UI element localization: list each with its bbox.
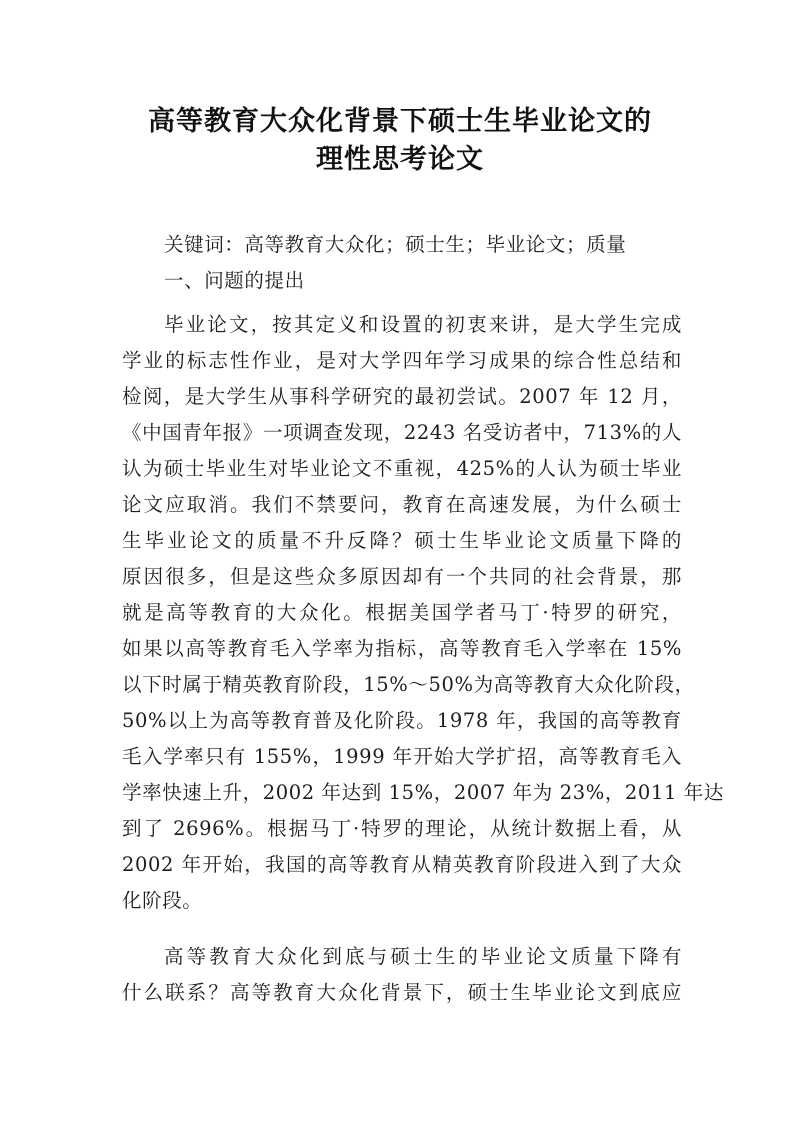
- paragraph-1-line: 以下时属于精英教育阶段，15%～50%为高等教育大众化阶段，: [122, 673, 695, 696]
- paragraph-2-line: 高等教育大众化到底与硕士生的毕业论文质量下降有: [164, 945, 682, 968]
- document-title-line-1: 高等教育大众化背景下硕士生毕业论文的: [148, 106, 652, 137]
- paragraph-1-line: 50%以上为高等教育普及化阶段。1978 年，我国的高等教育: [122, 709, 682, 732]
- paragraph-1-line: 认为硕士毕业生对毕业论文不重视，425%的人认为硕士毕业: [122, 457, 682, 480]
- paragraph-2-line: 什么联系？高等教育大众化背景下，硕士生毕业论文到底应: [122, 981, 682, 1004]
- paragraph-1-line: 《中国青年报》一项调查发现，2243 名受访者中，713%的人: [122, 421, 682, 444]
- paragraph-1-line: 检阅，是大学生从事科学研究的最初尝试。2007 年 12 月，: [122, 385, 682, 408]
- paragraph-1-line: 2002 年开始，我国的高等教育从精英教育阶段进入到了大众: [122, 853, 682, 876]
- paragraph-1-line: 如果以高等教育毛入学率为指标，高等教育毛入学率在 15%: [122, 637, 682, 660]
- paragraph-1-line: 学率快速上升，2002 年达到 15%，2007 年为 23%，2011 年达: [122, 781, 724, 804]
- paragraph-1-line: 毕业论文，按其定义和设置的初衷来讲，是大学生完成: [164, 313, 682, 336]
- document-title-line-2: 理性思考论文: [316, 144, 484, 175]
- paragraph-1-line: 毛入学率只有 155%，1999 年开始大学扩招，高等教育毛入: [122, 745, 682, 768]
- paragraph-1-line: 原因很多，但是这些众多原因却有一个共同的社会背景，那: [122, 565, 682, 588]
- paragraph-1-line: 到了 2696%。根据马丁·特罗的理论，从统计数据上看，从: [122, 817, 682, 840]
- paragraph-1-line: 学业的标志性作业，是对大学四年学习成果的综合性总结和: [122, 349, 682, 372]
- paragraph-1-line: 论文应取消。我们不禁要问，教育在高速发展，为什么硕士: [122, 493, 682, 516]
- keywords-line: 关键词：高等教育大众化；硕士生；毕业论文；质量: [164, 233, 627, 256]
- paragraph-1-line: 化阶段。: [122, 889, 203, 912]
- section-heading: 一、问题的提出: [164, 269, 305, 292]
- paragraph-1-line: 生毕业论文的质量不升反降？硕士生毕业论文质量下降的: [122, 529, 682, 552]
- paragraph-1-line: 就是高等教育的大众化。根据美国学者马丁·特罗的研究，: [122, 601, 682, 624]
